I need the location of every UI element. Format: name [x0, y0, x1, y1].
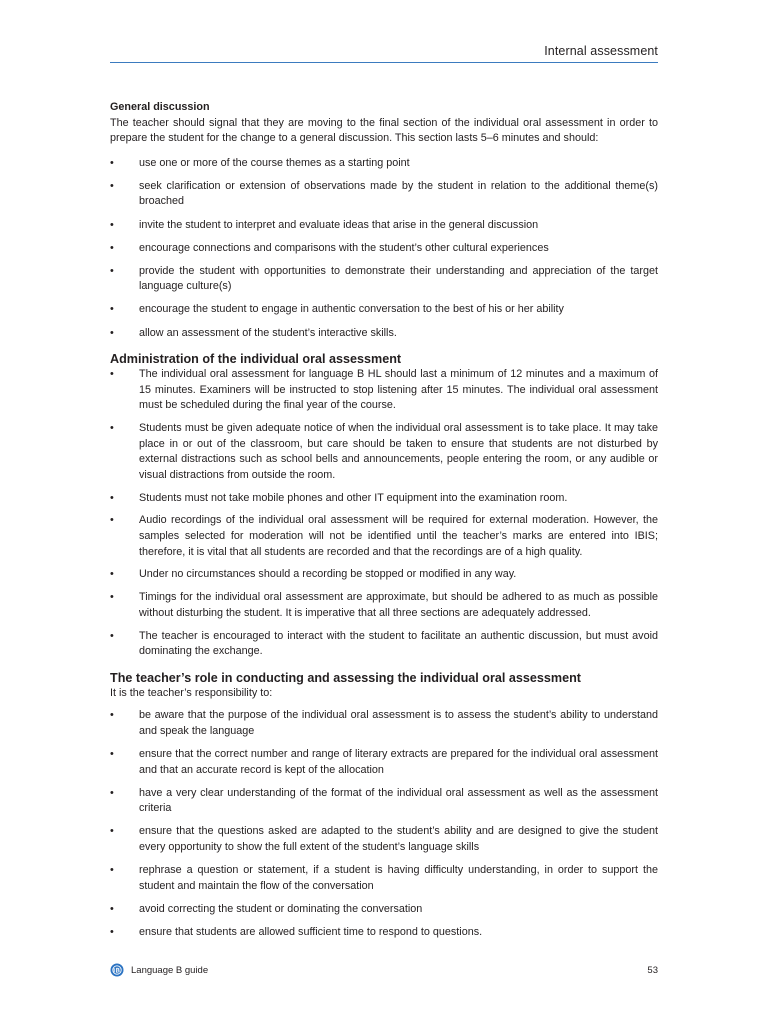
ib-logo-icon	[110, 963, 124, 977]
bullet-marker: •	[110, 368, 114, 381]
bullet-marker: •	[110, 264, 114, 277]
bullet-marker: •	[110, 825, 114, 838]
bullet-marker: •	[110, 709, 114, 722]
teacher-role-list-item	[110, 708, 658, 739]
general-discussion-list-item	[110, 241, 658, 257]
bullet-marker: •	[110, 326, 114, 339]
page-footer	[110, 962, 658, 980]
administration-list-item-text: Students must not take mobile phones and other IT equipment into the examination room.	[139, 491, 568, 504]
general-discussion-list-item-text: provide the student with opportunities to demonstrate their understanding and appreciation of the target language culture(s)	[139, 264, 658, 293]
teacher-role-list-item	[110, 902, 658, 918]
bullet-marker: •	[110, 156, 114, 169]
bullet-marker: •	[110, 514, 114, 527]
bullet-marker: •	[110, 568, 114, 581]
general-discussion-list	[110, 156, 658, 341]
administration-list-item-text: Students must be given adequate notice of when the individual oral assessment is to take place. It may take place in or out of the classroom, but care should be taken to ensure that students are not disturbed by external distractions such as school bells and announcements, people entering the room, or any audible or visual distractions from outside the room.	[139, 422, 658, 481]
general-discussion-list-item	[110, 156, 658, 172]
administration-list-item-text: The teacher is encouraged to interact with the student to facilitate an authentic discussion, but must avoid dominating the exchange.	[139, 629, 658, 658]
bullet-marker: •	[110, 591, 114, 604]
general-discussion-list-item	[110, 218, 658, 234]
administration-list-item-text: Audio recordings of the individual oral assessment will be required for external moderation. However, the samples selected for moderation will not be identified until the teacher’s marks are entered into IBIS; therefore, it is vital that all students are recorded and that the recordings are of a high quality.	[139, 514, 658, 558]
general-discussion-list-item-text: seek clarification or extension of observations made by the student in relation to the additional theme(s) broached	[139, 179, 658, 208]
administration-list-item-text: The individual oral assessment for language B HL should last a minimum of 12 minutes and a maximum of 15 minutes. Examiners will be instructed to stop listening after 15 minutes. The individual oral assessment must be scheduled during the final year of the course.	[139, 368, 658, 412]
teacher-role-list-item	[110, 824, 658, 855]
teacher-role-list	[110, 708, 658, 940]
general-discussion-list-item	[110, 264, 658, 295]
general-discussion-list-item	[110, 179, 658, 210]
administration-list-item	[110, 421, 658, 483]
bullet-marker: •	[110, 864, 114, 877]
teacher-role-list-item-text: ensure that the correct number and range of literary extracts are prepared for the individual oral assessment and that an accurate record is kept of the allocation	[139, 748, 658, 776]
bullet-marker: •	[110, 925, 114, 938]
general-discussion-list-item-text: invite the student to interpret and evaluate ideas that arise in the general discussion	[139, 218, 539, 231]
general-discussion-list-item-text: use one or more of the course themes as a starting point	[139, 156, 410, 169]
teacher-role-list-item-text: ensure that the questions asked are adapted to the student’s ability and are designed to give the student every opportunity to show the full extent of the student’s language skills	[139, 825, 658, 853]
bullet-marker: •	[110, 241, 114, 254]
teacher-role-list-item	[110, 863, 658, 894]
administration-list-item-text: Under no circumstances should a recording be stopped or modified in any way.	[139, 568, 517, 581]
bullet-marker: •	[110, 902, 114, 915]
page-content	[110, 100, 658, 940]
teacher-role-list-item	[110, 786, 658, 817]
general-discussion-list-item	[110, 326, 658, 342]
teacher-role-list-item-text: ensure that students are allowed sufficient time to respond to questions.	[139, 925, 483, 938]
teacher-role-intro: It is the teacher’s responsibility to:	[110, 686, 273, 699]
teacher-role-heading: The teacher’s role in conducting and assessing the individual oral assessment	[110, 670, 582, 685]
administration-list-item	[110, 590, 658, 621]
bullet-marker: •	[110, 629, 114, 642]
bullet-marker: •	[110, 786, 114, 799]
administration-list-item	[110, 567, 658, 583]
header-rule	[110, 62, 658, 63]
general-discussion-list-item	[110, 302, 658, 318]
bullet-marker: •	[110, 179, 114, 192]
administration-list	[110, 367, 658, 660]
bullet-marker: •	[110, 422, 114, 435]
teacher-role-list-item-text: rephrase a question or statement, if a student is having difficulty understanding, in order to support the student and maintain the flow of the conversation	[139, 864, 658, 892]
general-discussion-list-item-text: allow an assessment of the student’s interactive skills.	[139, 326, 397, 339]
running-header-title: Internal assessment	[544, 44, 658, 58]
general-discussion-heading: General discussion	[110, 101, 210, 113]
teacher-role-list-item-text: have a very clear understanding of the format of the individual oral assessment as well as the assessment criteria	[139, 786, 658, 815]
administration-list-item	[110, 629, 658, 660]
administration-heading: Administration of the individual oral assessment	[110, 352, 402, 367]
administration-list-item	[110, 491, 658, 507]
teacher-role-list-item-text: be aware that the purpose of the individual oral assessment is to assess the student’s ability to understand and speak the language	[139, 709, 658, 737]
teacher-role-list-item	[110, 925, 658, 941]
general-discussion-intro: The teacher should signal that they are moving to the final section of the individual oral assessment in order to prepare the student for the change to a general discussion. This section lasts 5–6 minutes and should:	[110, 116, 658, 145]
footer-page-number: 53	[647, 965, 658, 976]
footer-guide-title: Language B guide	[131, 965, 209, 976]
bullet-marker: •	[110, 748, 114, 761]
bullet-marker: •	[110, 491, 114, 504]
bullet-marker: •	[110, 218, 114, 231]
general-discussion-list-item-text: encourage connections and comparisons with the student’s other cultural experiences	[139, 241, 549, 254]
teacher-role-list-item	[110, 747, 658, 778]
administration-list-item-text: Timings for the individual oral assessment are approximate, but should be adhered to as much as possible without disturbing the student. It is imperative that all three sections are adequately addressed.	[139, 591, 658, 619]
teacher-role-list-item-text: avoid correcting the student or dominating the conversation	[139, 902, 423, 915]
administration-list-item	[110, 513, 658, 560]
general-discussion-list-item-text: encourage the student to engage in authentic conversation to the best of his or her ability	[139, 303, 564, 316]
bullet-marker: •	[110, 303, 114, 316]
administration-list-item	[110, 367, 658, 414]
